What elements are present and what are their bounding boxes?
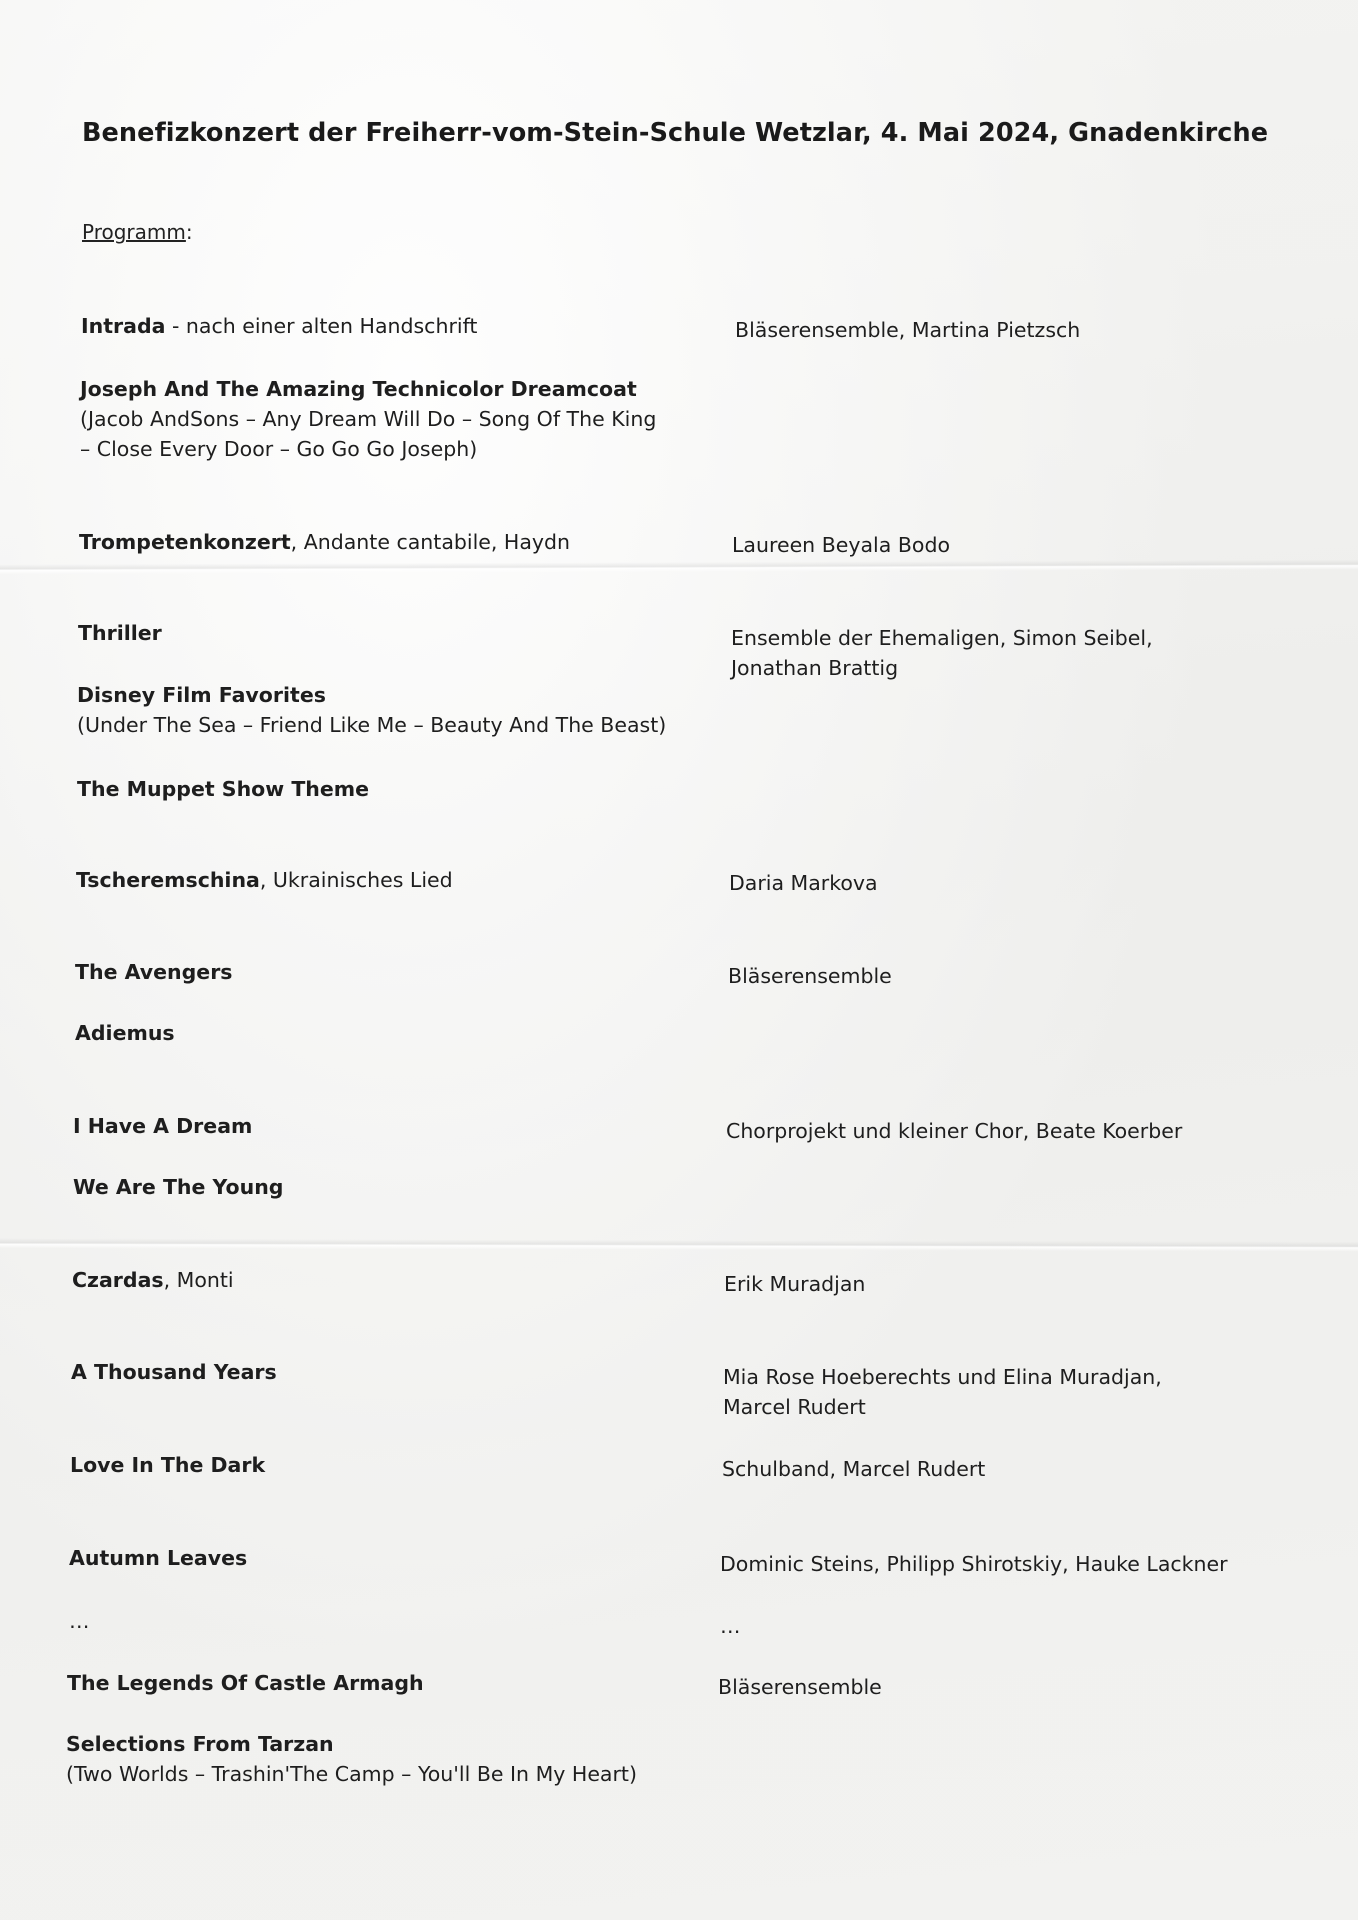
piece-detail: , Ukrainisches Lied (259, 868, 453, 892)
piece-title: … (69, 1609, 90, 1633)
performer-line: Erik Muradjan (724, 1272, 866, 1296)
piece-we-are-the-young (73, 1172, 283, 1202)
performer-entry (720, 1611, 741, 1641)
piece-title: Disney Film Favorites (77, 683, 326, 707)
piece-title: Joseph And The Amazing Technicolor Dreamcoat (80, 377, 637, 401)
piece-title: The Legends Of Castle Armagh (67, 1671, 424, 1695)
performer-line: Dominic Steins, Philipp Shirotskiy, Hauke Lackner (720, 1552, 1228, 1576)
piece-subtitle: – Close Every Door – Go Go Go Joseph) (80, 437, 478, 461)
performer-entry (720, 1549, 1228, 1579)
performer-line: Mia Rose Hoeberechts und Elina Muradjan, (723, 1365, 1162, 1389)
performer-line: Jonathan Brattig (731, 656, 899, 680)
performer-entry (732, 530, 950, 560)
piece-muppet (77, 774, 369, 804)
piece-autumn-leaves (69, 1543, 247, 1573)
performer-line: Bläserensemble, Martina Pietzsch (735, 318, 1081, 342)
piece-avengers (75, 957, 233, 987)
piece-tarzan (66, 1729, 637, 1789)
performer-entry (729, 868, 878, 898)
piece-intrada (81, 311, 477, 341)
performer-line: Daria Markova (729, 871, 878, 895)
piece-trompetenkonzert (79, 527, 570, 557)
piece-title: A Thousand Years (71, 1360, 277, 1384)
performer-line: Bläserensemble (718, 1675, 882, 1699)
performer-entry (723, 1362, 1162, 1422)
piece-title: Selections From Tarzan (66, 1732, 334, 1756)
piece-subtitle: (Two Worlds – Trashin'The Camp – You'll Be In My Heart) (66, 1762, 637, 1786)
piece-title: Love In The Dark (70, 1453, 266, 1477)
piece-title: The Muppet Show Theme (77, 777, 370, 801)
piece-title: Thriller (78, 621, 162, 645)
piece-detail: , Andante cantabile, Haydn (290, 530, 571, 554)
piece-joseph (80, 374, 656, 464)
performer-line: Chorprojekt und kleiner Chor, Beate Koerber (726, 1119, 1183, 1143)
performer-entry (731, 623, 1153, 683)
paper-fold (0, 1238, 1358, 1252)
performer-line: Marcel Rudert (723, 1395, 866, 1419)
piece-title: Intrada (81, 314, 166, 338)
performer-entry (718, 1672, 882, 1702)
paper-fold (0, 560, 1358, 575)
performer-entry (735, 315, 1080, 345)
performer-entry (724, 1269, 865, 1299)
piece-title: Autumn Leaves (69, 1546, 248, 1570)
piece-detail: - nach einer alten Handschrift (165, 314, 478, 338)
performer-entry (728, 961, 892, 991)
piece-czardas (72, 1265, 234, 1295)
piece-title: I Have A Dream (73, 1114, 253, 1138)
piece-castle-armagh (67, 1668, 424, 1698)
piece-subtitle: (Jacob AndSons – Any Dream Will Do – Song Of The King (80, 407, 657, 431)
performer-line: … (720, 1614, 741, 1638)
program-heading-colon: : (185, 220, 193, 244)
piece-disney (77, 680, 666, 740)
performer-line: Ensemble der Ehemaligen, Simon Seibel, (731, 626, 1153, 650)
piece-thriller (78, 618, 162, 648)
piece-subtitle: (Under The Sea – Friend Like Me – Beauty And The Beast) (77, 713, 667, 737)
program-heading (82, 220, 193, 244)
piece-title: We Are The Young (73, 1175, 284, 1199)
piece-title: Czardas (72, 1268, 164, 1292)
piece-adiemus (75, 1018, 175, 1048)
piece-title: The Avengers (75, 960, 233, 984)
performer-entry (726, 1116, 1182, 1146)
program-heading-label: Programm (82, 220, 186, 244)
piece-title: Trompetenkonzert (79, 530, 291, 554)
performer-line: Bläserensemble (728, 964, 892, 988)
piece-detail: , Monti (163, 1268, 234, 1292)
piece-title: Adiemus (75, 1021, 175, 1045)
piece-thousand-years (71, 1357, 277, 1387)
piece-i-have-a-dream (73, 1111, 252, 1141)
concert-title: Benefizkonzert der Freiherr-vom-Stein-Schule Wetzlar, 4. Mai 2024, Gnadenkirche (82, 118, 1269, 148)
piece-ellipsis (69, 1606, 90, 1636)
piece-tscheremschina (76, 865, 453, 895)
piece-love-in-the-dark (70, 1450, 265, 1480)
piece-title: Tscheremschina (76, 868, 260, 892)
performer-entry (722, 1454, 985, 1484)
performer-line: Schulband, Marcel Rudert (722, 1457, 986, 1481)
performer-line: Laureen Beyala Bodo (732, 533, 950, 557)
